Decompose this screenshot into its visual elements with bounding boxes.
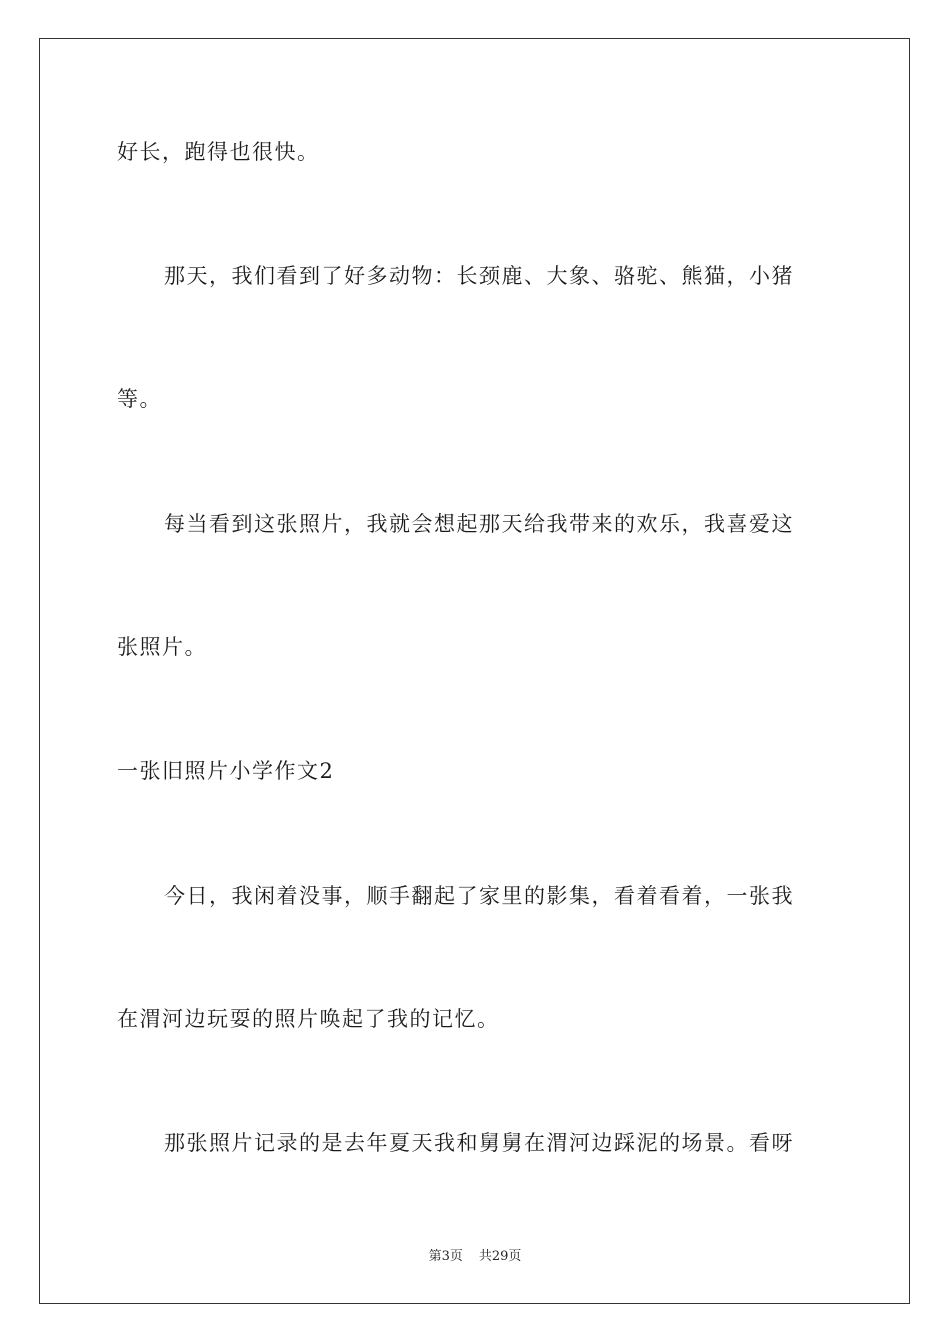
paragraph-line: 好长，跑得也很快。	[117, 140, 320, 164]
paragraph-line: 张照片。	[117, 635, 207, 659]
section-heading: 一张旧照片小学作文2	[117, 759, 335, 783]
paragraph-line: 那张照片记录的是去年夏天我和舅舅在渭河边踩泥的场景。看呀	[164, 1131, 794, 1155]
page-count: 共29页	[478, 1249, 522, 1264]
page-footer	[0, 1247, 950, 1267]
paragraph-line: 每当看到这张照片，我就会想起那天给我带来的欢乐，我喜爱这	[164, 512, 794, 536]
paragraph-line: 等。	[117, 387, 162, 411]
paragraph-line: 那天，我们看到了好多动物：长颈鹿、大象、骆驼、熊猫，小猪	[164, 264, 794, 288]
paragraph-line: 在渭河边玩耍的照片唤起了我的记忆。	[117, 1007, 500, 1031]
paragraph-line: 今日，我闲着没事，顺手翻起了家里的影集，看着看着，一张我	[164, 884, 794, 908]
page-number: 第3页	[428, 1249, 463, 1264]
page-border	[39, 38, 910, 1304]
